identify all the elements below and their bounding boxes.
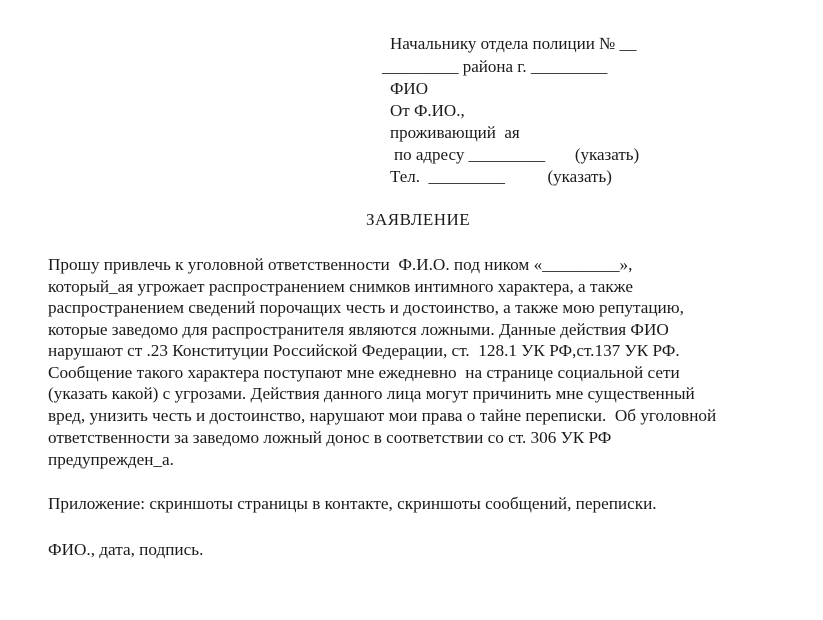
addressee-line-7: Тел. _________ (указать) — [390, 167, 612, 186]
body-line-9: ответственности за заведомо ложный донос в соответствии со ст. 306 УК РФ — [48, 428, 612, 447]
signature-line: ФИО., дата, подпись. — [48, 540, 204, 559]
addressee-line-1: Начальнику отдела полиции № __ — [390, 34, 637, 53]
addressee-line-6: по адресу _________ (указать) — [394, 145, 640, 164]
body-line-1: Прошу привлечь к уголовной ответственности Ф.И.О. под ником «_________», — [48, 255, 633, 274]
body-line-8: вред, унизить честь и достоинство, нарушают мои права о тайне переписки. Об уголовной — [48, 406, 717, 425]
addressee-line-2: _________ района г. _________ — [382, 57, 608, 76]
body-line-7: (указать какой) с угрозами. Действия данного лица могут причинить мне существенный — [48, 384, 695, 403]
body-line-10: предупрежден_а. — [48, 450, 174, 469]
body-line-4: которые заведомо для распространителя являются ложными. Данные действия ФИО — [48, 320, 669, 339]
addressee-line-3: ФИО — [390, 79, 428, 98]
addressee-line-5: проживающий ая — [390, 123, 520, 142]
body-line-3: распространением сведений порочащих честь и достоинство, а также мою репутацию, — [48, 298, 684, 317]
body-line-6: Сообщение такого характера поступают мне ежедневно на странице социальной сети — [48, 363, 680, 382]
attachment-line: Приложение: скриншоты страницы в контакте, скриншоты сообщений, переписки. — [48, 494, 657, 513]
document-title: ЗАЯВЛЕНИЕ — [366, 210, 471, 229]
body-line-5: нарушают ст .23 Конституции Российской Федерации, ст. 128.1 УК РФ,ст.137 УК РФ. — [48, 341, 680, 360]
addressee-line-4: От Ф.ИО., — [390, 101, 465, 120]
body-line-2: который_ая угрожает распространением снимков интимного характера, а также — [48, 277, 633, 296]
